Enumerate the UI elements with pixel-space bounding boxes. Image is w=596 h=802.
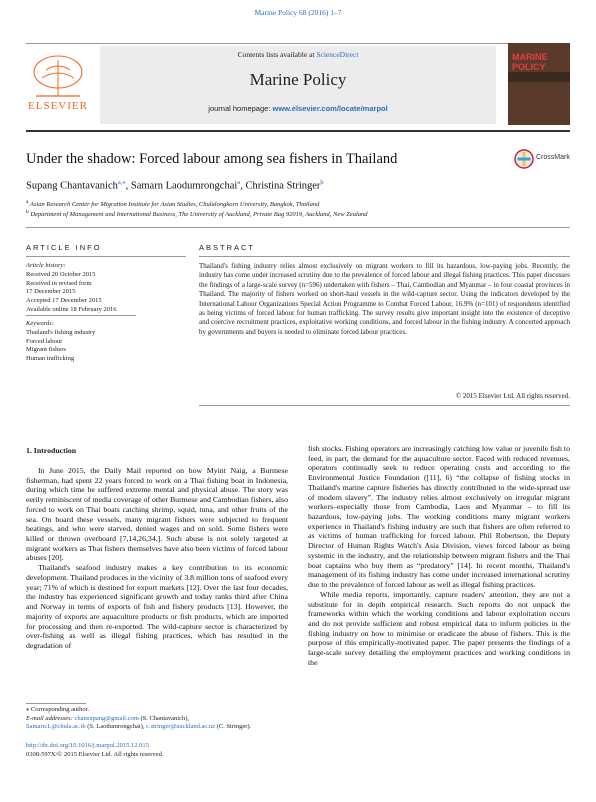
author-name[interactable]: Christina Stringer <box>245 180 321 192</box>
body-paragraph: fish stocks. Fishing operators are increasingly catching low value or juvenile fish to feed, in part, the demand for the aquaculture sector. Faced with reduced revenues, operators continually seek to reduce operating costs and according to the Environmental Justice Foundation ([11], 6) “the collapse of fishing stocks in Thailand's marine capture fisheries has directly contributed to the wide-spread use of modern slavery”. The industry relies almost exclusively on irregular migrant workers–especially those from Cambodia, Laos and Myanmar – to fill its hazardous, low-paying jobs. The working conditions many migrant workers experience in Thailand's fishing industry are such that fishers are often referred to as victims of human trafficking for forced labour. Phil Robertson, the Deputy Director of Human Rights Watch's Asia Division, views forced labour as being systemic in the industry, and the relationship between migrant fishers and the Thai boat captains who buy them as “predatory” [14]. In recent months, Thailand's management of its fishing industry has come under increased international scrutiny due to the prevalence of forced labour as well as illegal fishing practices. <box>308 444 570 590</box>
email-link[interactable]: c.stringer@auckland.ac.nz <box>146 723 216 730</box>
keywords-rule <box>26 315 136 316</box>
corresponding-author-note: ⁎ Corresponding author. <box>26 706 90 713</box>
email-link[interactable]: Samarn.L@chula.ac.th <box>26 723 86 730</box>
abstract-copyright: © 2015 Elsevier Ltd. All rights reserved. <box>455 392 570 400</box>
affiliation-label: a <box>26 199 29 205</box>
issn-copyright: 0308-597X/© 2015 Elsevier Ltd. All rights reserved. <box>26 750 164 758</box>
keywords-block <box>26 320 186 364</box>
email-owner: (C. Stringer). <box>215 723 252 730</box>
footnotes <box>26 706 288 732</box>
elsevier-wordmark: ELSEVIER <box>28 100 88 112</box>
keyword: Migrant fishers <box>26 346 66 354</box>
author-affiliation-marker[interactable]: b <box>320 179 324 186</box>
author-affiliation-marker[interactable]: a <box>237 179 241 186</box>
keywords-label: Keywords: <box>26 320 54 327</box>
abstract-rule <box>199 256 570 257</box>
affiliation-text: Asian Research Center for Migration Institute for Asian Studies, Chulalongkorn University, Bangkok, Thailand <box>29 201 320 209</box>
email-label: E-mail addresses: <box>26 714 75 722</box>
body-paragraph: While media reports, importantly, capture readers' attention, they are not a substitute for in depth empirical research. Such reports do not unpack the frameworks within which the working conditions and labour exploitation occurs and do not provide sufficient and robust empirical data to inform policies in the fishing industry on how to minimise or eradicate the abuse of fishers. This is the purpose of this empirically-motivated paper. The paper presents the findings of a large-scale survey detailing the employment practices and working conditions in the <box>308 589 570 667</box>
history-item: Available online 18 February 2016 <box>26 305 117 313</box>
doi-block <box>26 742 288 759</box>
affiliation-text: Department of Management and International Business, The University of Auckland, Private Bag 92019, Auckland, New Zealand <box>30 211 368 219</box>
email-addresses <box>26 715 288 724</box>
journal-cover-title: MARINE POLICY <box>512 52 548 72</box>
email-owner: (S. Laodumrongchai), <box>85 723 147 730</box>
history-item: 17 December 2015 <box>26 288 76 296</box>
author-separator: , <box>125 180 131 192</box>
author-separator: , <box>240 180 246 192</box>
contents-available-line: Contents lists available at ScienceDirect <box>237 50 359 59</box>
journal-citation-link[interactable]: Marine Policy 68 (2016) 1–7 <box>254 8 342 17</box>
keyword: Thailand's fishing industry <box>26 328 96 336</box>
article-info-heading: ARTICLE INFO <box>26 243 102 252</box>
crossmark-badge[interactable] <box>514 148 570 172</box>
author-list <box>26 178 546 192</box>
body-paragraph: In June 2015, the Daily Mail reported on how Myint Naig, a Burmese fisherman, had spent 22 years forced to work on a Thai fishing boat in Indonesia, during which time he suffered extreme mental and physical abuse. The story was eerily reminiscent of media coverage of other Burmese and Cambodian fishers, also forced to work on Thai boats catching shrimp, squid, tuna, and other fruits of the sea. On board these vessels, many migrant fishers were subjected to frequent beatings, and who were starved, denied wages and on sold. Some fishers were killed or thrown overboard [7,14,26,34,]. Such abuse is not solely targeted at migrant workers as Thai fishers themselves have also been victims of forced labour abuses [20]. <box>26 466 288 563</box>
section-divider <box>26 227 570 228</box>
journal-homepage-link[interactable]: www.elsevier.com/locate/marpol <box>272 104 388 113</box>
header-bottom-rule <box>26 130 570 132</box>
header-top-rule <box>26 43 570 44</box>
history-item: Accepted 17 December 2015 <box>26 297 102 305</box>
body-column-right <box>308 444 570 668</box>
keyword: Human trafficking <box>26 355 75 363</box>
journal-cover-band <box>508 72 570 82</box>
affiliation-b <box>26 209 570 218</box>
body-column-left <box>26 466 288 651</box>
crossmark-label: CrossMark <box>536 154 570 161</box>
journal-title: Marine Policy <box>249 70 347 89</box>
crossmark-icon <box>514 148 534 170</box>
email-owner: (S. Chantavanich), <box>138 714 189 722</box>
author-name[interactable]: Samarn Laodumrongchai <box>130 180 238 192</box>
history-item: Received in revised form <box>26 279 92 287</box>
author-affiliation-marker[interactable]: a,⁎ <box>117 179 126 186</box>
article-history <box>26 262 186 315</box>
doi-link[interactable]: http://dx.doi.org/10.1016/j.marpol.2015.12.015 <box>26 742 149 749</box>
footnote-rule <box>26 703 86 704</box>
abstract-bottom-rule <box>199 405 570 406</box>
body-paragraph: Thailand's seafood industry makes a key contribution to its economic development. Thailand produces in the vicinity of 3.8 million tons of seafood every year; 71% of which is destined for export markets [12]. Over the last four decades, the industry has experienced significant growth and today ranks third after China and Norway in terms of exports of fish and fishery products [13]. However, the majority of exports are aquaculture products or fish products, which are imported for processing and then re-exported. The wild-capture sector is characterized by over-fishing as well as illegal fishing practices, which has resulted in the degradation of <box>26 563 288 650</box>
affiliation-label: b <box>26 209 29 215</box>
introduction-heading: 1. Introduction <box>26 446 77 455</box>
article-info-rule <box>26 256 186 257</box>
affiliation-a <box>26 199 570 208</box>
email-link[interactable]: chansupang@gmail.com <box>74 714 139 722</box>
keyword: Forced labour <box>26 337 63 345</box>
history-item: Received 20 October 2015 <box>26 270 96 278</box>
paper-title: Under the shadow: Forced labour among sea fishers in Thailand <box>26 151 398 167</box>
history-label: Article history: <box>26 262 66 269</box>
abstract-heading: ABSTRACT <box>199 243 256 252</box>
sciencedirect-link[interactable]: ScienceDirect <box>316 50 359 59</box>
journal-homepage-line: journal homepage: www.elsevier.com/locate/marpol <box>208 104 388 113</box>
author-name[interactable]: Supang Chantavanich <box>26 180 118 192</box>
abstract-text: Thailand's fishing industry relies almost exclusively on migrant workers to fill its hazardous, low-paying jobs. Recently, the industry has come under increased scrutiny due to the prevalence of forced labour and illegal fishing practices. This paper discusses the findings of a large-scale survey (n=596) undertaken with fishers – Thai, Cambodian and Myanmar – in four coastal provinces in Thailand. The majority of fishers worked on short-haul vessels in the wild-capture sector. Using the indicators developed by the International Labour Organizations Special Action Programme to Combat Forced Labour, 16.9% (n=101) of respondents identified as being victims of forced labour for human trafficking. The survey results give important insight into the existence of deceptive and coercive recruitment practices, exploitative working conditions, and forced labour in the fishing industry. A concerted approach by governments and buyers is needed to eliminate forced labour practices. <box>199 262 570 336</box>
